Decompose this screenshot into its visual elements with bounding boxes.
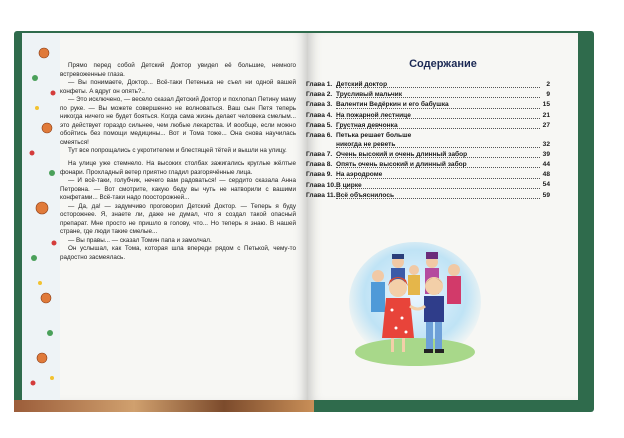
toc-entry[interactable] [306, 170, 550, 180]
page-number: 21 [542, 111, 550, 119]
chapter-number: Глава 11. [306, 191, 336, 199]
chapter-title: В цирке [336, 181, 362, 189]
page-number: 48 [542, 171, 550, 179]
chapter-title: На пожарной лестнице [336, 111, 411, 119]
chapter-number: Глава 9. [306, 171, 333, 179]
cover-edge [14, 400, 314, 412]
toc-entry[interactable] [306, 150, 550, 160]
page-number: 39 [542, 150, 550, 158]
chapter-title: Всё объяснилось [336, 191, 395, 199]
toc-entry[interactable] [306, 80, 550, 90]
chapter-title: На аэродроме [336, 171, 383, 179]
chapter-title: Валентин Ведёркин и его бабушка [336, 101, 449, 109]
paragraph: На улице уже стемнело. На высоких столбах зажигались круглые жёлтые фонари. Прохладный ветер приятно гладил разгорячённые лица. [60, 160, 296, 176]
chapter-title: Грустная девчонка [336, 121, 398, 129]
paragraph: — Вы правы... — сказал Томин папа и замолчал. [68, 236, 212, 244]
page-number: 15 [542, 101, 550, 109]
page-number: 9 [546, 91, 550, 99]
chapter-title: Петька решает больше никогда не реветь [336, 131, 412, 149]
paragraph: — Вы понимаете, Доктор... Всё-таки Петенька не съел ни одной вашей конфеты. А вдруг он опять?.. [60, 79, 296, 95]
chapter-number: Глава 1. [306, 81, 333, 88]
page-number: 27 [542, 121, 550, 129]
story-text [60, 62, 296, 263]
children-holding-hands-illustration-icon [346, 240, 484, 370]
toc-entry[interactable] [306, 131, 550, 150]
margin-decoration-icon [22, 33, 60, 400]
paragraph: — Да, да! — задумчиво проговорил Детский Доктор. — Теперь я буду осторожнее. Я, знаете ли, даже не думал, что я создал такой опасный препарат. Мне просто не пришло в голову, что... Но теперь я знаю. В нашей стране, где люди такие смелые... [60, 202, 296, 236]
paragraph: Прямо перед собой Детский Доктор увидел её большие, немного встревоженные глаза. [60, 62, 296, 78]
chapter-number: Глава 5. [306, 121, 333, 129]
chapter-title: Трусливый мальчик [336, 91, 403, 99]
toc-entry[interactable] [306, 121, 550, 131]
chapter-number: Глава 4. [306, 111, 333, 119]
page-number: 59 [542, 191, 550, 199]
toc-entry[interactable] [306, 181, 550, 191]
toc-heading: Содержание [409, 58, 477, 70]
toc-entry[interactable] [306, 160, 550, 170]
chapter-title: Детский доктор [336, 81, 388, 88]
page-number: 32 [542, 140, 550, 148]
paragraph: — И всё-таки, голубчик, нечего вам радоваться! — сердито сказала Анна Петровна. — Вот смотрите, какую беду вы чуть не натворили с вашими конфетами... Всё-таки надо поосторожней... [60, 177, 296, 202]
table-of-contents [306, 80, 550, 201]
chapter-title: Опять очень высокий и длинный забор [336, 161, 467, 169]
page-number: 44 [542, 161, 550, 169]
paragraph: Тут все попрощались с укротителем и блестящей тётей и вышли на улицу. [68, 147, 287, 155]
chapter-number: Глава 7. [306, 150, 333, 158]
page-number: 54 [542, 181, 550, 189]
toc-entry[interactable] [306, 90, 550, 100]
chapter-number: Глава 2. [306, 91, 333, 99]
chapter-number: Глава 10. [306, 181, 336, 189]
page-number: 2 [546, 80, 550, 88]
toc-entry[interactable] [306, 191, 550, 201]
toc-entry[interactable] [306, 111, 550, 121]
chapter-number: Глава 8. [306, 161, 333, 169]
paragraph: Он услышал, как Тома, которая шла впереди рядом с Петькой, чему-то радостно засмеялась. [60, 245, 296, 262]
chapter-number: Глава 3. [306, 101, 333, 109]
chapter-number: Глава 6. [306, 131, 333, 139]
paragraph: — Это исключено, — весело сказал Детский Доктор и похлопал Петину маму по руке. — Вы можете совершенно не волноваться. Ваш сын Петя теперь никогда ничего не будет бояться. Когда сама жизнь делает человека смелым... это действует гораздо сильнее, чем любые лекарства. И вообще, если можно обойтись без помощи медицины... Вот и Тома тоже... Она снова научилась смеяться! [60, 96, 296, 146]
toc-entry[interactable] [306, 100, 550, 110]
chapter-title: Очень высокий и очень длинный забор [336, 150, 468, 158]
